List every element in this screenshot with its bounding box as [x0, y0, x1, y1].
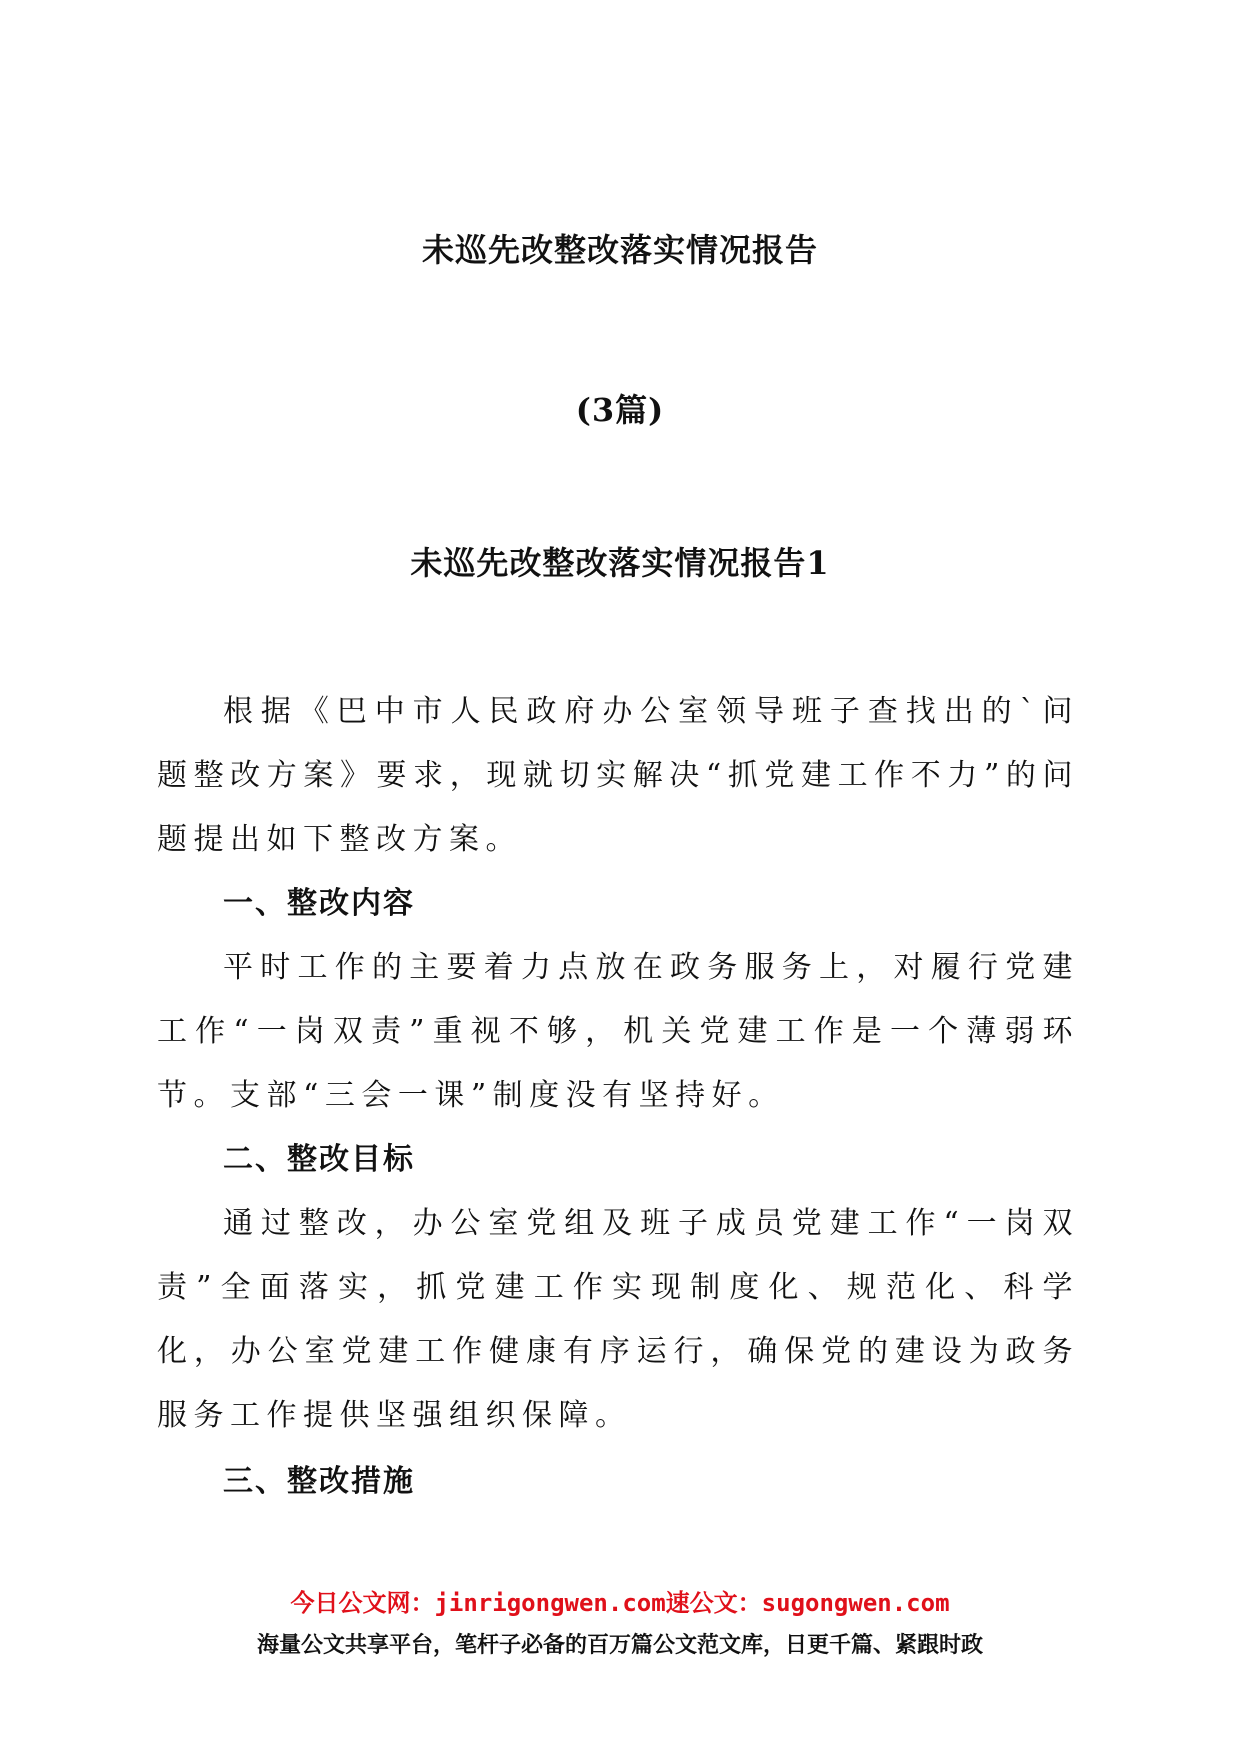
footer-slogan: 海量公文共享平台，笔杆子必备的百万篇公文范文库，日更千篇、紧跟时政: [256, 1633, 983, 1658]
section-heading-content: 一、整改内容: [223, 886, 415, 921]
report-subtitle: 未巡先改整改落实情况报告1: [410, 544, 830, 582]
content-paragraph: 平时工作的主要着力点放在政务服务上，对履行党建工作“一岗双责”重视不够，机关党建工作是一个薄弱环节。支部“三会一课”制度没有坚持好。: [157, 950, 1079, 1113]
document-count: (3篇): [575, 391, 665, 429]
section-heading-goal: 二、整改目标: [223, 1142, 415, 1177]
intro-paragraph: 根据《巴中市人民政府办公室领导班子查找出的`问题整改方案》要求，现就切实解决“抓党建工作不力”的问题提出如下整改方案。: [157, 694, 1079, 857]
section-heading-measures: 三、整改措施: [223, 1464, 415, 1499]
footer-site2-link[interactable]: sugongwen.com: [761, 1589, 950, 1617]
goal-paragraph: 通过整改，办公室党组及班子成员党建工作“一岗双责”全面落实，抓党建工作实现制度化、规范化、科学化，办公室党建工作健康有序运行，确保党的建设为政务服务工作提供坚强组织保障。: [157, 1206, 1079, 1433]
document-title: 未巡先改整改落实情况报告: [421, 231, 818, 269]
footer-site2-label: 速公文：: [665, 1589, 762, 1617]
footer-site-label: 今日公文网：: [290, 1589, 435, 1617]
footer-links: [0, 1583, 1240, 1618]
footer-site-link[interactable]: jinrigongwen.com: [434, 1589, 666, 1617]
